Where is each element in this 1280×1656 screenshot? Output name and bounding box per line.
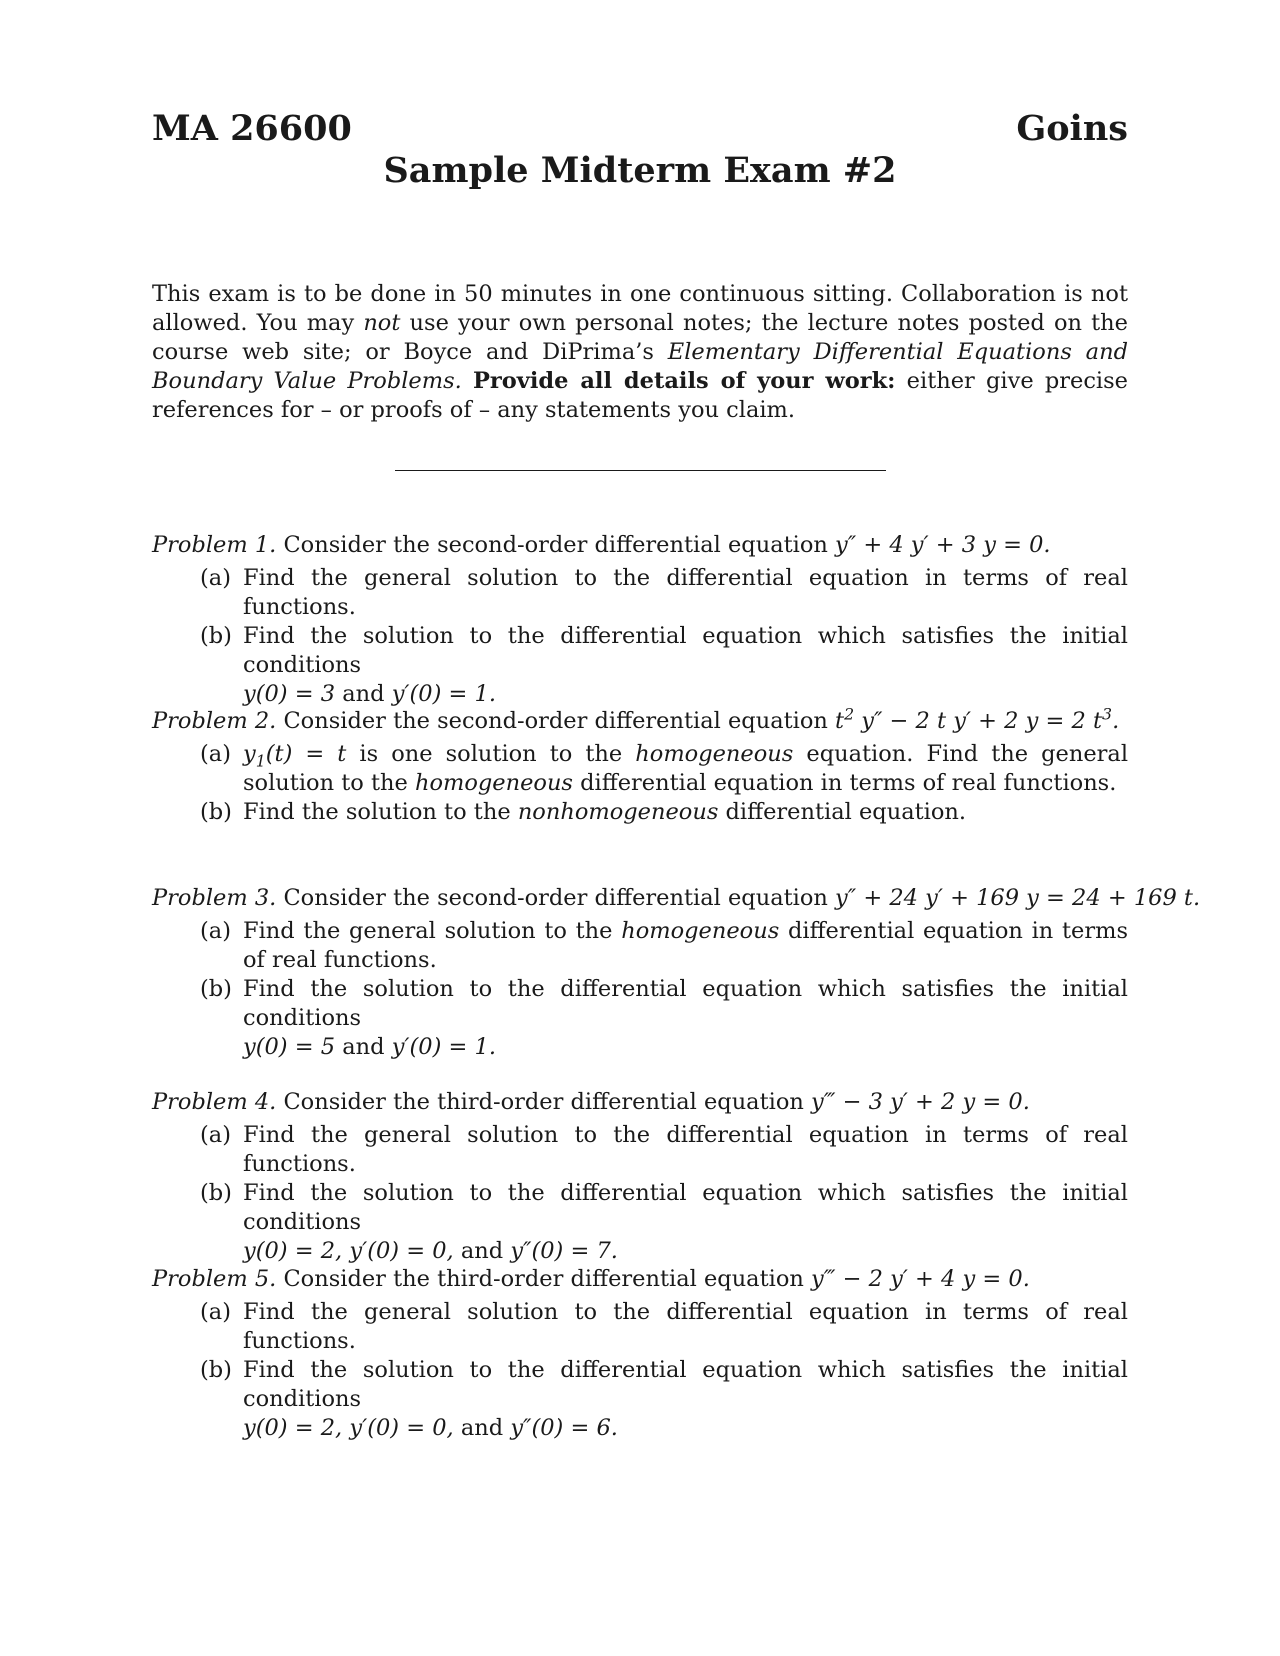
part-tag: (b) <box>200 1180 232 1206</box>
equation-exponent: 3 <box>1102 704 1113 724</box>
part-tag: (b) <box>200 1357 232 1383</box>
part-a <box>152 740 1128 798</box>
problem-2 <box>152 704 1129 827</box>
part-b <box>152 975 1128 1062</box>
problem-statement <box>152 531 1128 560</box>
emphasis: nonhomogeneous <box>517 799 719 825</box>
part-text: differential equation. <box>725 799 967 825</box>
part-a <box>152 1298 1128 1356</box>
equation: y‴ − 3 y′ + 2 y = 0. <box>811 1089 1030 1115</box>
initial-condition: y′(0) = 1. <box>391 681 497 707</box>
part-text: equation. Find the general solution to the <box>243 741 1129 796</box>
problem-statement <box>152 884 1201 913</box>
problem-label: Problem 4. <box>152 1089 277 1115</box>
problem-label: Problem 5. <box>152 1266 277 1292</box>
equation-part: y <box>243 741 256 767</box>
problem-label: Problem 2. <box>152 708 277 734</box>
part-tag: (b) <box>200 623 232 649</box>
instructions-bold: Provide all details of your work: <box>472 368 896 394</box>
initial-condition: y(0) = 2, <box>243 1238 343 1264</box>
part-text: Find the solution to the differential equation which satisfies the initial conditions <box>243 1180 1128 1235</box>
problem-text: Consider the second-order differential equation <box>283 708 828 734</box>
initial-condition: y′(0) = 0, <box>349 1415 454 1441</box>
part-tag: (a) <box>200 918 231 944</box>
equation: y″ + 24 y′ + 169 y = 24 + 169 t. <box>835 885 1201 911</box>
problem-statement <box>152 704 1128 736</box>
problem-label: Problem 1. <box>152 532 277 558</box>
problem-1 <box>152 531 1128 709</box>
page-title: Sample Midterm Exam #2 <box>383 150 897 191</box>
initial-condition: y(0) = 5 <box>243 1034 336 1060</box>
exam-instructions <box>152 280 1128 425</box>
conjunction: and <box>342 681 385 707</box>
initial-condition: y′(0) = 1. <box>391 1034 497 1060</box>
initial-condition: y″(0) = 6. <box>510 1415 618 1441</box>
conjunction: and <box>460 1238 504 1264</box>
problem-text: Consider the third-order differential equation <box>283 1089 804 1115</box>
part-b <box>152 1179 1128 1266</box>
problem-5 <box>152 1265 1128 1443</box>
part-text: Find the general solution to the <box>243 918 613 944</box>
problem-label: Problem 3. <box>152 885 277 911</box>
problem-statement <box>152 1088 1128 1117</box>
part-text: Find the general solution to the differential equation in terms of real functions. <box>243 565 1128 620</box>
part-text: Find the general solution to the differential equation in terms of real functions. <box>243 1122 1128 1177</box>
part-text: differential equation in terms of real functions. <box>243 918 1128 973</box>
problem-4 <box>152 1088 1128 1266</box>
equation: y″ + 4 y′ + 3 y = 0. <box>835 532 1051 558</box>
part-text: Find the solution to the differential equation which satisfies the initial conditions <box>243 1357 1128 1412</box>
equation-part: y″ − 2 t y′ + 2 y = 2 t <box>854 708 1103 734</box>
equation-part: . <box>1112 708 1120 734</box>
part-text: is one solution to the <box>359 741 623 767</box>
instructions-text-3: either give precise references for – or proofs of – any statements you claim. <box>152 368 1128 423</box>
initial-condition: y(0) = 3 <box>243 681 336 707</box>
initial-condition: y′(0) = 0, <box>349 1238 454 1264</box>
part-text: differential equation in terms of real functions. <box>580 770 1117 796</box>
equation-part: (t) = t <box>265 741 347 767</box>
problem-statement <box>152 1265 1128 1294</box>
part-tag: (a) <box>200 1122 231 1148</box>
exam-page <box>152 0 1201 1656</box>
problem-3 <box>152 884 1201 1062</box>
emphasis: homogeneous <box>621 918 780 944</box>
equation: y‴ − 2 y′ + 4 y = 0. <box>811 1266 1030 1292</box>
author-name: Goins <box>1016 108 1128 149</box>
equation-exponent: 2 <box>844 704 855 724</box>
part-text: Find the solution to the <box>243 799 511 825</box>
equation-part: t <box>835 708 845 734</box>
part-a <box>152 917 1128 975</box>
part-tag: (a) <box>200 1299 231 1325</box>
instructions-text-1: This exam is to be done in 50 minutes in one continuous sitting. Collaboration is not allowed. You may <box>152 281 1128 336</box>
emphasis: homogeneous <box>635 741 794 767</box>
part-text: Find the general solution to the differential equation in terms of real functions. <box>243 1299 1128 1354</box>
problem-text: Consider the third-order differential equation <box>283 1266 804 1292</box>
part-tag: (b) <box>200 976 232 1002</box>
part-b <box>152 1356 1128 1443</box>
initial-condition: y(0) = 2, <box>243 1415 343 1441</box>
problem-text: Consider the second-order differential equation <box>283 885 828 911</box>
instructions-text-2: use your own personal notes; the lecture notes posted on the course web site; or Boyce and DiPrima’s <box>152 310 1128 365</box>
textbook-title: Elementary Differential Equations and Boundary Value Problems. <box>152 339 1128 394</box>
solution-expression <box>243 741 347 771</box>
part-b <box>152 622 1128 709</box>
part-text: Find the solution to the differential equation which satisfies the initial conditions <box>243 623 1128 678</box>
problem-text: Consider the second-order differential equation <box>283 532 828 558</box>
course-code: MA 26600 <box>152 108 352 149</box>
conjunction: and <box>460 1415 504 1441</box>
part-a <box>152 564 1128 622</box>
part-tag: (a) <box>200 741 231 767</box>
part-text: Find the solution to the differential equation which satisfies the initial conditions <box>243 976 1128 1031</box>
conjunction: and <box>342 1034 385 1060</box>
initial-condition: y″(0) = 7. <box>510 1238 618 1264</box>
divider <box>395 470 886 471</box>
emphasis: homogeneous <box>414 770 573 796</box>
part-a <box>152 1121 1128 1179</box>
part-b <box>152 798 1128 827</box>
part-tag: (a) <box>200 565 231 591</box>
equation <box>835 704 1120 734</box>
instructions-emphasis-not: not <box>363 310 401 336</box>
part-tag: (b) <box>200 799 232 825</box>
equation-subscript: 1 <box>255 751 266 771</box>
